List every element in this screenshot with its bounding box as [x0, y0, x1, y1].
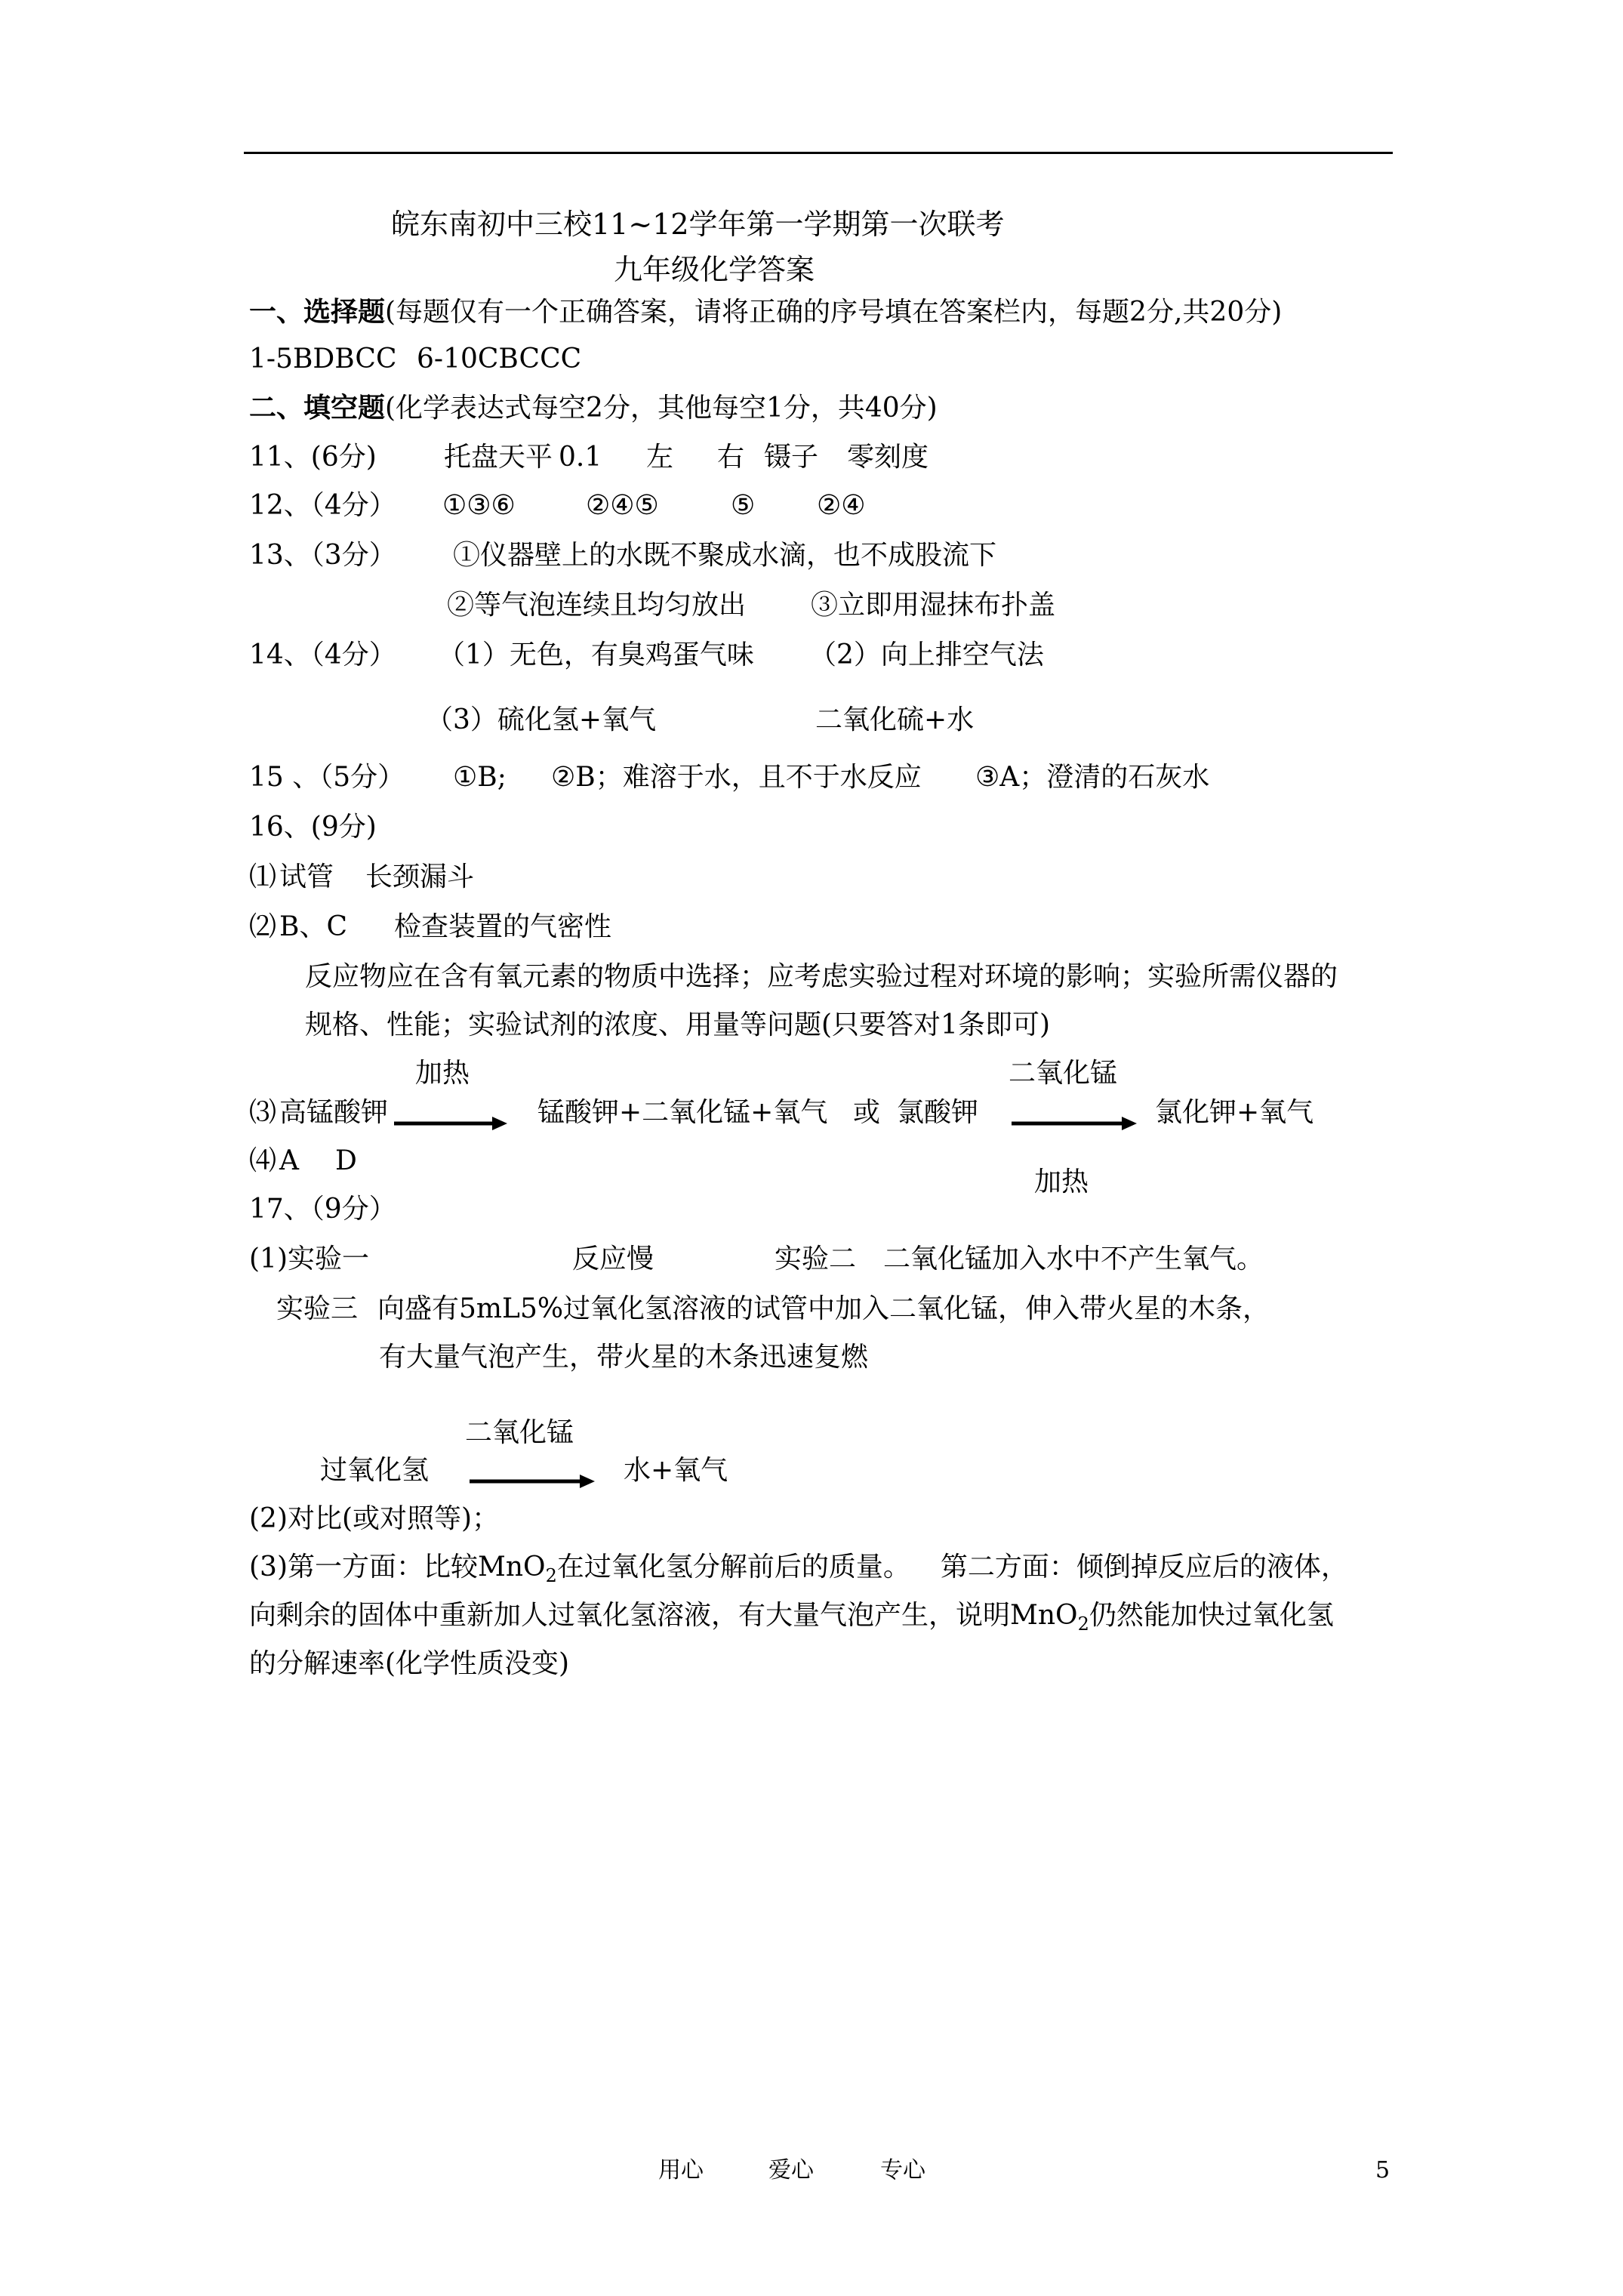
footer-c: 专心 — [880, 2157, 925, 2184]
q16-p2-b: 检查装置的气密性 — [394, 911, 612, 942]
q13-answer-c: ③立即用湿抹布扑盖 — [811, 590, 1056, 621]
q17-p3-line1 — [249, 1554, 1348, 1585]
section2-note: (化学表达式每空2分，其他每空1分，共40分) — [385, 393, 938, 424]
q17-label: 17、（9分） — [249, 1194, 396, 1225]
reaction-arrow-icon — [1012, 1114, 1137, 1133]
q16-p3-cond1: 加热 — [415, 1058, 470, 1089]
q16-p2-c1: 反应物应在含有氧元素的物质中选择；应考虑实验过程对环境的影响；实验所需仪器的 — [305, 961, 1338, 992]
q12-answer-d: ②④ — [817, 490, 866, 521]
q13-label: 13、（3分） — [249, 540, 396, 571]
q17-eq-product: 水+氧气 — [624, 1455, 728, 1486]
q14-label: 14、（4分） — [249, 639, 396, 670]
q16-p1-num: ⑴ — [249, 861, 277, 892]
section1-answers-b: 6-10CBCCC — [417, 344, 582, 374]
q17-p3-line2a: 向剩余的固体中重新加人过氧化氢溶液，有大量气泡产生，说明MnO — [249, 1600, 1078, 1631]
q15-answer-b: ②B；难溶于水，且不于水反应 — [551, 762, 922, 793]
section2-heading: 二、填空题 — [249, 392, 386, 424]
q17-p3-a: (3)第一方面：比较MnO — [249, 1552, 546, 1583]
q16-p3-product2: 氯化钾+氧气 — [1155, 1097, 1314, 1128]
q17-p1-b: 反应慢 — [572, 1244, 654, 1274]
q11-label: 11、(6分) — [249, 442, 377, 473]
footer-b: 爱心 — [768, 2157, 814, 2184]
q11-answer-b: 0.1 — [559, 442, 602, 473]
header-rule — [244, 152, 1393, 154]
q16-p1-b: 长颈漏斗 — [365, 861, 475, 892]
q12-answer-c: ⑤ — [731, 490, 756, 521]
q17-p1-e: 实验三 — [276, 1293, 359, 1324]
q16-p4-a: A — [279, 1145, 299, 1176]
section2 — [249, 394, 938, 422]
q17-p1-f: 向盛有5mL5%过氧化氢溶液的试管中加入二氧化锰，伸入带火星的木条， — [377, 1293, 1270, 1324]
q16-label: 16、(9分) — [249, 812, 377, 843]
q16-p2-c2: 规格、性能；实验试剂的浓度、用量等问题(只要答对1条即可) — [305, 1009, 1050, 1040]
q16-p1-a: 试管 — [279, 861, 334, 892]
q17-eq-reactant: 过氧化氢 — [320, 1455, 430, 1486]
q11-answer-c: 左 — [646, 442, 674, 473]
q16-p3-reactant2: 氯酸钾 — [897, 1097, 979, 1128]
q17-p1-c: 实验二 — [775, 1244, 857, 1274]
q17-p3-line2sub: 2 — [1077, 1613, 1089, 1635]
q14-answer-a: （1）无色，有臭鸡蛋气味 — [438, 639, 754, 670]
q16-p3-product1: 锰酸钾+二氧化锰+氧气 — [537, 1097, 828, 1128]
q14-answer-d: 二氧化硫+水 — [815, 704, 975, 735]
section1-note: (每题仅有一个正确答案，请将正确的序号填在答案栏内，每题2分,共20分) — [385, 297, 1283, 328]
reaction-arrow-icon — [470, 1472, 595, 1490]
title-line1: 皖东南初中三校11~12学年第一学期第一次联考 — [391, 208, 1005, 241]
q17-p3-b: 在过氧化氢分解前后的质量。 — [556, 1552, 910, 1583]
q15-answer-a: ①B; — [453, 762, 507, 793]
q16-p3-num: ⑶ — [249, 1097, 277, 1128]
reaction-arrow-icon — [394, 1114, 507, 1133]
q16-p3-cond2-top: 二氧化锰 — [1009, 1058, 1118, 1089]
q16-p3-cond2-bottom: 加热 — [1034, 1166, 1089, 1197]
q16-p2-a: B、C — [279, 911, 348, 942]
q11-answer-d: 右 — [717, 442, 745, 473]
q12-answer-b: ②④⑤ — [586, 490, 659, 521]
q17-p3-line3: 的分解速率(化学性质没变) — [249, 1648, 570, 1679]
q17-eq-cond: 二氧化锰 — [465, 1417, 574, 1448]
q16-p3-or: 或 — [853, 1097, 881, 1128]
q16-p4-num: ⑷ — [249, 1145, 277, 1176]
q17-p1-g: 有大量气泡产生，带火星的木条迅速复燃 — [379, 1342, 869, 1373]
q11-answer-e: 镊子 — [764, 442, 819, 473]
q11-answer-f: 零刻度 — [847, 442, 929, 473]
q15-label: 15 、（5分） — [249, 762, 405, 793]
title-line2: 九年级化学答案 — [614, 253, 815, 286]
q14-answer-c: （3）硫化氢+氧气 — [426, 704, 657, 735]
page-number: 5 — [1375, 2157, 1390, 2184]
q17-p2: (2)对比(或对照等)； — [249, 1503, 500, 1534]
q12-answer-a: ①③⑥ — [442, 490, 516, 521]
q17-p3-line2 — [249, 1602, 1334, 1633]
q13-answer-b: ②等气泡连续且均匀放出 — [447, 590, 747, 621]
section1-answers-a: 1-5BDBCC — [249, 344, 397, 374]
q16-p3-reactant1: 高锰酸钾 — [279, 1097, 389, 1128]
q15-answer-c: ③A；澄清的石灰水 — [975, 762, 1210, 793]
q11-answer-a: 托盘天平 — [444, 442, 553, 473]
q17-p3-sub: 2 — [545, 1565, 557, 1586]
q17-p1-d: 二氧化锰加入水中不产生氧气。 — [883, 1244, 1264, 1274]
section1-heading: 一、选择题 — [249, 296, 386, 328]
q14-answer-b: （2）向上排空气法 — [809, 639, 1044, 670]
q16-p4-b: D — [335, 1145, 357, 1176]
q16-p2-num: ⑵ — [249, 911, 277, 942]
section1 — [249, 298, 1282, 326]
q17-p3-c: 第二方面：倾倒掉反应后的液体， — [940, 1552, 1348, 1583]
footer-a: 用心 — [658, 2157, 704, 2184]
q17-p3-line2b: 仍然能加快过氧化氢 — [1089, 1600, 1334, 1631]
q12-label: 12、（4分） — [249, 490, 396, 521]
q17-p1: (1)实验一 — [249, 1244, 369, 1274]
q13-answer-a: ①仪器壁上的水既不聚成水滴，也不成股流下 — [453, 540, 997, 571]
